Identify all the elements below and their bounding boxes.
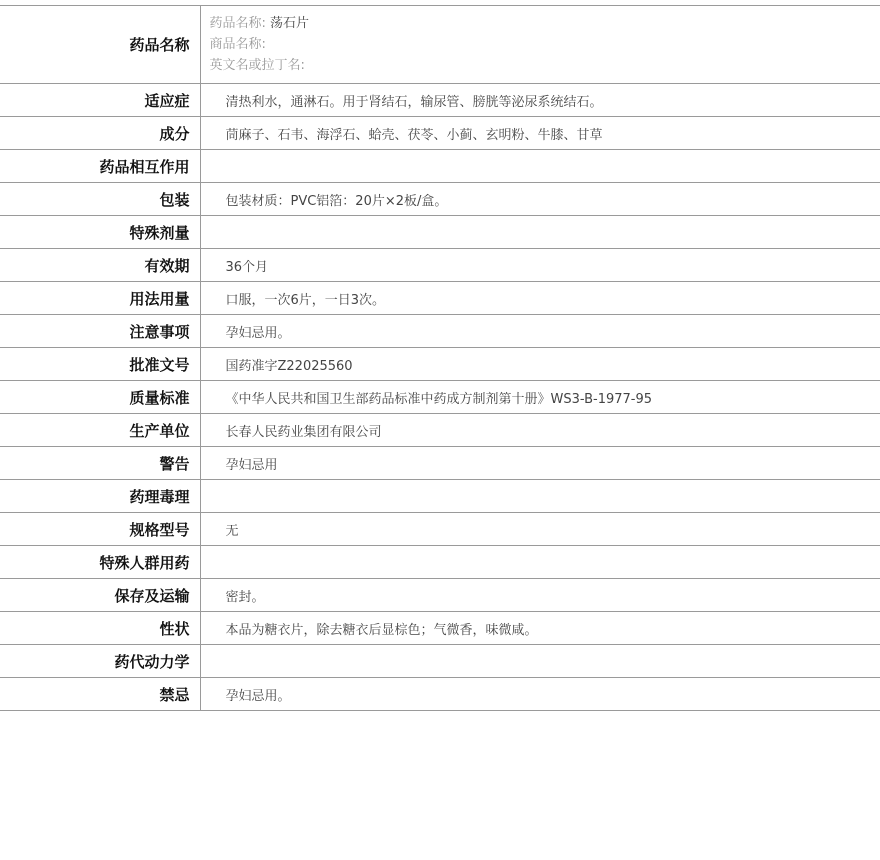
drug-name-cell — [200, 6, 880, 84]
row-value: 密封。 — [200, 579, 880, 612]
row-value: 国药准字Z22025560 — [200, 348, 880, 381]
row-label: 保存及运输 — [0, 579, 200, 612]
row-value: 本品为糖衣片，除去糖衣后显棕色；气微香，味微咸。 — [200, 612, 880, 645]
drug-info-table — [0, 5, 880, 711]
row-label: 警告 — [0, 447, 200, 480]
row-indications — [0, 84, 880, 117]
row-shelf-life — [0, 249, 880, 282]
row-label: 成分 — [0, 117, 200, 150]
row-value: 孕妇忌用。 — [200, 678, 880, 711]
row-label: 用法用量 — [0, 282, 200, 315]
row-specification — [0, 513, 880, 546]
row-interactions — [0, 150, 880, 183]
row-label: 性状 — [0, 612, 200, 645]
row-pharmacology — [0, 480, 880, 513]
row-manufacturer — [0, 414, 880, 447]
row-value: 包装材质：PVC铝箔：20片×2板/盒。 — [200, 183, 880, 216]
row-label: 禁忌 — [0, 678, 200, 711]
row-special-dosage — [0, 216, 880, 249]
row-pharmacokinetics — [0, 645, 880, 678]
row-precautions — [0, 315, 880, 348]
drug-name-row — [0, 6, 880, 84]
generic-name-value: 荡石片 — [270, 16, 310, 31]
row-label: 注意事项 — [0, 315, 200, 348]
row-label: 适应症 — [0, 84, 200, 117]
trade-name-key: 商品名称: — [209, 37, 266, 52]
row-value: 清热利水，通淋石。用于肾结石，输尿管、膀胱等泌尿系统结石。 — [200, 84, 880, 117]
row-value — [200, 150, 880, 183]
row-label: 特殊人群用药 — [0, 546, 200, 579]
row-warning — [0, 447, 880, 480]
row-label: 批准文号 — [0, 348, 200, 381]
row-value — [200, 546, 880, 579]
generic-name-line — [210, 13, 880, 34]
row-packaging — [0, 183, 880, 216]
row-label: 生产单位 — [0, 414, 200, 447]
row-special-populations — [0, 546, 880, 579]
english-name-key: 英文名或拉丁名: — [209, 58, 305, 73]
row-storage — [0, 579, 880, 612]
row-value — [200, 645, 880, 678]
row-label: 特殊剂量 — [0, 216, 200, 249]
row-value: 无 — [200, 513, 880, 546]
row-label: 药代动力学 — [0, 645, 200, 678]
row-value: 36个月 — [200, 249, 880, 282]
row-dosage — [0, 282, 880, 315]
row-label: 药品名称 — [0, 6, 200, 84]
row-label: 质量标准 — [0, 381, 200, 414]
row-value: 孕妇忌用 — [200, 447, 880, 480]
row-label: 药理毒理 — [0, 480, 200, 513]
english-name-line — [210, 55, 880, 76]
row-ingredients — [0, 117, 880, 150]
generic-name-key: 药品名称: — [209, 16, 266, 31]
row-quality-standard — [0, 381, 880, 414]
row-contraindications — [0, 678, 880, 711]
row-description — [0, 612, 880, 645]
row-value — [200, 216, 880, 249]
row-label: 包装 — [0, 183, 200, 216]
row-label: 有效期 — [0, 249, 200, 282]
row-value: 孕妇忌用。 — [200, 315, 880, 348]
row-value: 《中华人民共和国卫生部药品标准中药成方制剂第十册》WS3-B-1977-95 — [200, 381, 880, 414]
row-label: 规格型号 — [0, 513, 200, 546]
row-label: 药品相互作用 — [0, 150, 200, 183]
trade-name-line — [210, 34, 880, 55]
row-value: 长春人民药业集团有限公司 — [200, 414, 880, 447]
row-approval-number — [0, 348, 880, 381]
row-value: 口服，一次6片，一日3次。 — [200, 282, 880, 315]
row-value: 茼麻子、石韦、海浮石、蛤壳、茯苓、小蓟、玄明粉、牛膝、甘草 — [200, 117, 880, 150]
row-value — [200, 480, 880, 513]
